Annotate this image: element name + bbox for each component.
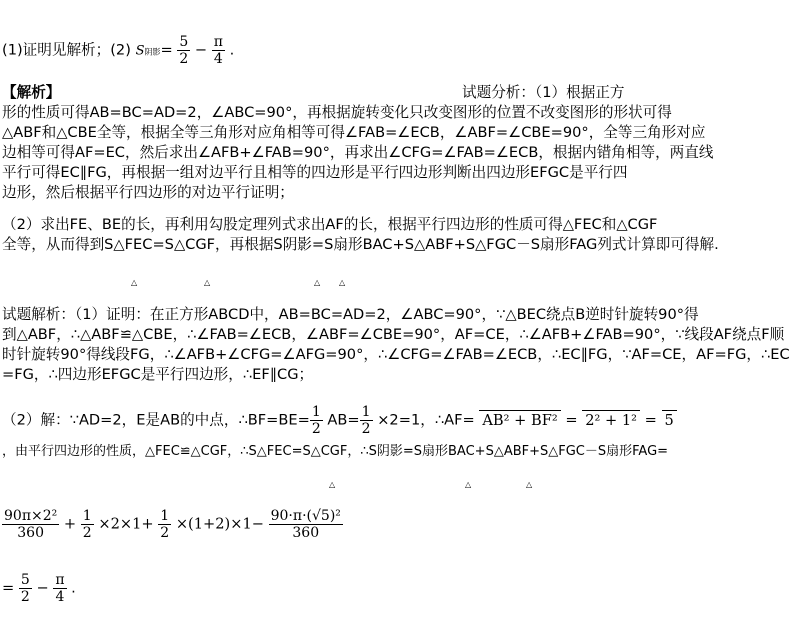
solution-part2-line [2,404,677,437]
triangle-mark-icon: △ [131,278,138,287]
final-equals: = [2,579,15,597]
frac-den: 2 [311,421,321,437]
analysis-part2-line-2: 全等，从而得到S△FEC=S△CGF，再根据S阴影=S扇形BAC+S△ABF+S△FGC－S扇形FAG列式计算即可得解. [2,236,719,253]
frac-den: 360 [269,524,343,541]
triangle-mark-icon: △ [314,278,321,287]
frac-den: 4 [53,588,66,605]
part2-text-c: ×2=1，∴AF= [377,411,475,429]
expr-mid-2: ×(1+2)×1− [175,515,264,533]
sqrt-content: 5 [664,411,674,429]
frac-num: 5 [20,572,30,588]
solution-line-3: 时针旋转90°得线段FG，∴∠AFB+∠CFG=∠AFG=90°，∴∠CFG=∠FAB=∠ECB，∴EC∥FG，∵AF=CE，AF=FG，∴EC [2,346,790,363]
sqrt-ab-bf [479,410,560,430]
eq-end: = [644,411,657,429]
final-result [2,572,76,605]
fraction-half-2 [360,404,373,437]
sqrt-content: AB² + BF² [482,411,558,429]
equals-sign: = [160,41,173,59]
analysis-right-label: 试题分析：（1）根据正方 [462,84,625,101]
frac-num: 1 [160,508,170,524]
triangle-mark-icon: △ [339,278,346,287]
sqrt-two-one [582,410,640,430]
frac-num: 90π×2² [4,508,58,524]
plus-sign: + [63,515,77,533]
analysis-part2-line-1: （2）求出FE、BE的长，再利用勾股定理列式求出AF的长，根据平行四边形的性质可得△FEC和△CGF [2,216,658,233]
frac-num: π [55,572,65,588]
solution-line-4: =FG，∴四边形EFGC是平行四边形，∴EF∥CG； [2,366,314,383]
expr-mid-1: ×2×1+ [98,515,154,533]
frac-num: 1 [311,404,321,420]
frac-num: 90·π·(√5)² [270,508,341,524]
big-expression [2,508,343,541]
s-subscript: 阴影 [144,47,161,57]
frac-den: 2 [361,421,371,437]
final-fraction-pi-4 [53,572,66,605]
minus-sign: − [194,41,208,59]
triangle-mark-icon: △ [526,480,533,489]
fraction-five-halves [177,34,190,67]
triangle-mark-icon: △ [329,480,336,489]
solution-line-1: 试题解析：（1）证明：在正方形ABCD中，AB=BC=AD=2，∠ABC=90°，∵△BEC绕点B逆时针旋转90°得 [2,306,699,323]
answer-part1: (1)证明见解析；(2) [2,41,131,59]
final-minus: − [36,579,49,597]
analysis-line-4: 平行可得EC∥FG，再根据一组对边平行且相等的四边形是平行四边形判断出四边形EFGC是平行四 [2,164,628,181]
fraction-sector-fag [269,508,343,541]
analysis-line-3: 边相等可得AF=EC，然后求出∠AFB+∠FAB=90°，再求出∠CFG=∠FAB=∠ECB，根据内错角相等，两直线 [2,144,714,161]
frac-num: 1 [82,508,92,524]
triangle-mark-icon: △ [465,480,472,489]
analysis-line-2: △ABF和△CBE全等，根据全等三角形对应角相等可得∠FAB=∠ECB，∠ABF=∠CBE=90°，全等三角形对应 [2,124,706,141]
fraction-sector-bac [2,508,59,541]
frac-den: 2 [160,525,170,541]
analysis-heading: 【解析】 [2,84,61,101]
part2-text-b: AB= [327,411,360,429]
solution-line-2: 到△ABF，∴△ABF≌△CBE，∴∠FAB=∠ECB，∠ABF=∠CBE=90°，AF=CE，∴∠AFB+∠FAB=90°，∵线段AF绕点F顺 [2,326,785,343]
analysis-line-1: 形的性质可得AB=BC=AD=2，∠ABC=90°，再根据旋转变化只改变图形的位置不改变图形的形状可得 [2,104,672,121]
fraction-half-3 [81,508,94,541]
analysis-line-5: 边形，然后根据平行四边形的对边平行证明； [2,184,294,201]
frac-den: 360 [2,524,59,541]
fraction-half-4 [158,508,171,541]
fraction-half [310,404,323,437]
frac-num: π [213,34,223,50]
final-period: . [71,579,76,597]
frac-num: 5 [179,34,189,50]
frac-den: 2 [82,525,92,541]
eq-mid: = [565,411,578,429]
frac-den: 2 [20,589,30,605]
answer-line [2,34,234,67]
sqrt-five [662,410,677,430]
fraction-pi-quarter [212,34,225,67]
final-fraction-5-2 [19,572,32,605]
frac-den: 4 [212,50,225,67]
triangle-mark-icon: △ [204,278,211,287]
frac-num: 1 [361,404,371,420]
part2-text-a: （2）解：∵AD=2，E是AB的中点，∴BF=BE= [2,411,310,429]
frac-den: 2 [179,51,189,67]
s-label: S [135,43,145,59]
sqrt-content: 2² + 1² [585,411,637,429]
solution-line-b: ，由平行四边形的性质，△FEC≌△CGF，∴S△FEC=S△CGF，∴S阴影=S扇形BAC+S△ABF+S△FGC－S扇形FAG= [2,444,669,459]
period: . [229,41,235,59]
